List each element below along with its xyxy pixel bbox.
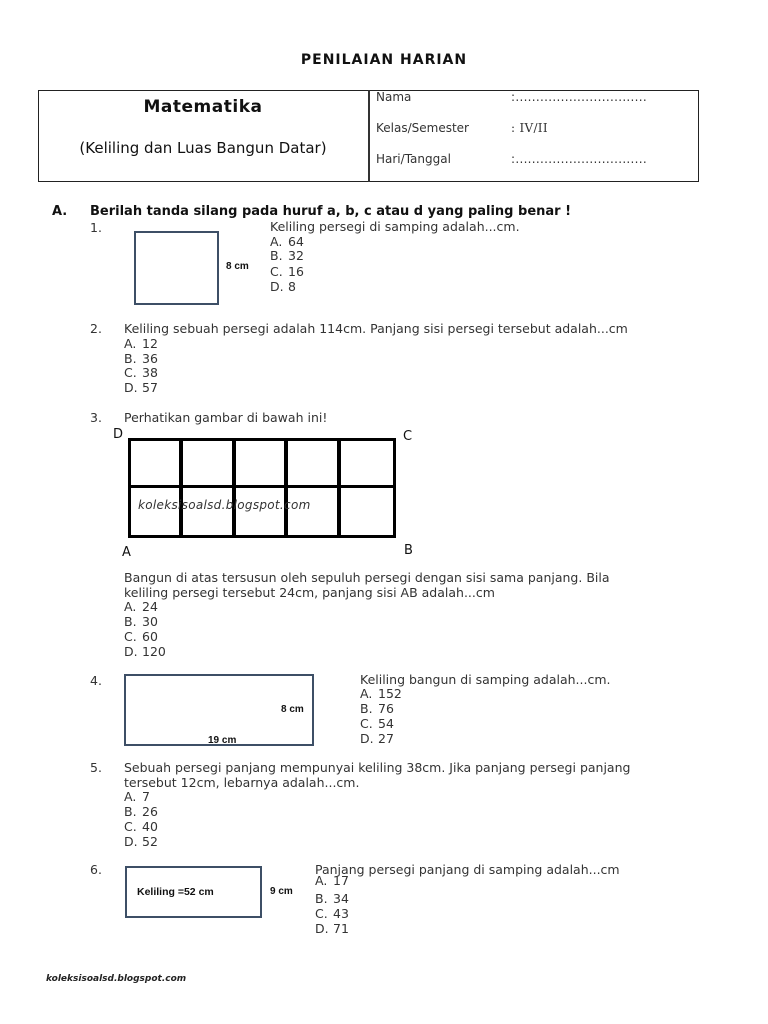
q4-option-b[interactable]: B. 76 <box>360 701 394 716</box>
q3-option-a[interactable]: A. 24 <box>124 599 158 614</box>
question-3-number: 3. <box>90 410 102 425</box>
question-1-number: 1. <box>90 220 102 235</box>
q3-option-c[interactable]: C. 60 <box>124 629 158 644</box>
q6-option-a[interactable]: A. 17 <box>315 873 349 888</box>
q1-option-d[interactable]: D. 8 <box>270 279 296 294</box>
question-3-text: Perhatikan gambar di bawah ini! <box>124 410 328 425</box>
q5-option-a[interactable]: A. 7 <box>124 789 150 804</box>
q2-option-a[interactable]: A. 12 <box>124 336 158 351</box>
corner-label-b: B <box>404 543 413 558</box>
q4-height-label: 8 cm <box>281 704 304 715</box>
grid-cell <box>131 441 183 488</box>
question-4-text: Keliling bangun di samping adalah...cm. <box>360 672 611 687</box>
footer-watermark: koleksisoalsd.blogspot.com <box>46 974 187 984</box>
q3-option-b[interactable]: B. 30 <box>124 614 158 629</box>
question-1-text: Keliling persegi di samping adalah...cm. <box>270 219 520 234</box>
q1-option-c[interactable]: C. 16 <box>270 264 304 279</box>
q2-option-c[interactable]: C. 38 <box>124 365 158 380</box>
field-value-hari-tanggal[interactable]: :................................ <box>511 152 648 166</box>
corner-label-d: D <box>113 427 124 442</box>
question-6-text: Panjang persegi panjang di samping adalah...cm <box>315 862 620 877</box>
q5-option-d[interactable]: D. 52 <box>124 834 158 849</box>
field-label-kelas-semester: Kelas/Semester <box>376 121 469 135</box>
question-2-text: Keliling sebuah persegi adalah 114cm. Panjang sisi persegi tersebut adalah...cm <box>124 321 628 336</box>
q4-option-d[interactable]: D. 27 <box>360 731 394 746</box>
q5-option-c[interactable]: C. 40 <box>124 819 158 834</box>
question-3-body-line2: keliling persegi tersebut 24cm, panjang sisi AB adalah...cm <box>124 585 495 600</box>
grid-cell <box>341 441 393 488</box>
field-label-hari-tanggal: Hari/Tanggal <box>376 152 451 166</box>
question-6-number: 6. <box>90 862 102 877</box>
grid-watermark: koleksisoalsd.blogspot.com <box>138 498 311 512</box>
q2-option-b[interactable]: B. 36 <box>124 351 158 366</box>
question-3-body-line1: Bangun di atas tersusun oleh sepuluh persegi dengan sisi sama panjang. Bila <box>124 570 610 585</box>
topic-subtitle: (Keliling dan Luas Bangun Datar) <box>79 139 327 157</box>
field-value-kelas-semester: : IV/II <box>511 121 548 135</box>
grid-cell <box>341 488 393 535</box>
question-2-number: 2. <box>90 321 102 336</box>
field-label-nama: Nama <box>376 90 412 104</box>
grid-cell <box>236 441 288 488</box>
question-5-number: 5. <box>90 760 102 775</box>
q4-option-c[interactable]: C. 54 <box>360 716 394 731</box>
q4-option-a[interactable]: A. 152 <box>360 686 402 701</box>
q1-option-b[interactable]: B. 32 <box>270 248 304 263</box>
question-5-text-line2: tersebut 12cm, lebarnya adalah...cm. <box>124 775 360 790</box>
corner-label-c: C <box>403 429 413 444</box>
question-5-text-line1: Sebuah persegi panjang mempunyai keliling 38cm. Jika panjang persegi panjang <box>124 760 631 775</box>
header-divider <box>368 90 370 182</box>
q6-option-b[interactable]: B. 34 <box>315 891 349 906</box>
q6-side-label: 9 cm <box>270 886 293 897</box>
q6-option-c[interactable]: C. 43 <box>315 906 349 921</box>
subject-title: Matematika <box>143 97 263 117</box>
section-instruction: Berilah tanda silang pada huruf a, b, c atau d yang paling benar ! <box>90 204 572 219</box>
q3-grid-figure <box>128 438 396 538</box>
q1-square-figure <box>134 231 219 305</box>
grid-cell <box>183 441 235 488</box>
q1-option-a[interactable]: A. 64 <box>270 234 304 249</box>
q5-option-b[interactable]: B. 26 <box>124 804 158 819</box>
section-letter: A. <box>52 204 68 219</box>
page-title: PENILAIAN HARIAN <box>300 52 468 68</box>
corner-label-a: A <box>122 545 131 560</box>
field-value-nama[interactable]: :................................ <box>511 90 648 104</box>
q3-option-d[interactable]: D. 120 <box>124 644 166 659</box>
grid-cell <box>288 441 340 488</box>
q2-option-d[interactable]: D. 57 <box>124 380 158 395</box>
question-4-number: 4. <box>90 673 102 688</box>
q4-width-label: 19 cm <box>208 735 237 746</box>
q6-inner-label: Keliling =52 cm <box>137 886 214 898</box>
q1-side-label: 8 cm <box>226 261 249 272</box>
q6-option-d[interactable]: D. 71 <box>315 921 349 936</box>
